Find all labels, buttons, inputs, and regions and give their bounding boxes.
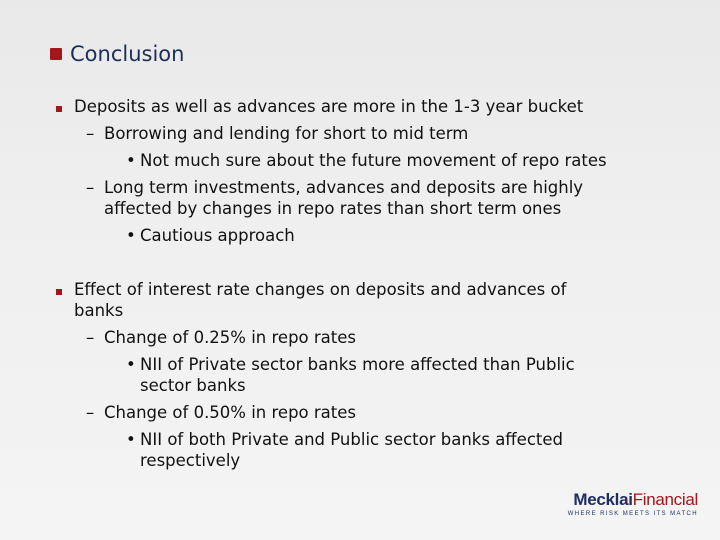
dot-marker: • — [126, 226, 136, 245]
slide-title-row — [50, 42, 184, 66]
sub-bullet-text-line1: Long term investments, advances and deposits are highly — [104, 178, 584, 197]
logo-tagline: WHERE RISK MEETS ITS MATCH — [567, 511, 698, 517]
sub-bullet-continuation — [56, 198, 666, 219]
sub-sub-bullet-text-line1: NII of Private sector banks more affected than Public — [140, 355, 575, 374]
title-bullet-icon — [50, 48, 62, 60]
sub-sub-bullet-text-line1: NII of both Private and Public sector banks affected — [140, 430, 563, 449]
dot-marker: • — [126, 151, 136, 170]
square-bullet-icon — [56, 279, 62, 300]
sub-bullet-item — [56, 402, 666, 423]
sub-sub-bullet-text: Not much sure about the future movement of repo rates — [140, 151, 607, 170]
sub-sub-bullet-item — [56, 429, 666, 450]
sub-sub-bullet-item — [56, 354, 666, 375]
sub-bullet-item — [56, 123, 666, 144]
dash-marker: – — [86, 178, 95, 197]
square-bullet-icon — [56, 96, 62, 117]
bullet-text-line2: banks — [74, 301, 124, 320]
company-logo — [568, 490, 698, 517]
bullet-text: Deposits as well as advances are more in the 1-3 year bucket — [74, 97, 584, 116]
sub-sub-bullet-item — [56, 225, 666, 246]
sub-bullet-text-line2: affected by changes in repo rates than short term ones — [104, 199, 562, 218]
bullet-text-line1: Effect of interest rate changes on deposits and advances of — [74, 280, 567, 299]
logo-wordmark — [568, 490, 698, 510]
dot-marker: • — [126, 430, 136, 449]
slide-content — [56, 96, 666, 471]
dash-marker: – — [86, 403, 95, 422]
logo-secondary: Financial — [632, 490, 698, 509]
sub-sub-bullet-text-line2: respectively — [140, 451, 241, 470]
bullet-item — [56, 96, 666, 117]
sub-sub-bullet-item — [56, 150, 666, 171]
sub-bullet-item — [56, 177, 666, 198]
logo-primary: Mecklai — [573, 490, 633, 509]
sub-bullet-item — [56, 327, 666, 348]
sub-sub-bullet-continuation — [56, 375, 666, 396]
sub-bullet-text: Change of 0.25% in repo rates — [104, 328, 357, 347]
bullet-item — [56, 279, 666, 300]
dot-marker: • — [126, 355, 136, 374]
bullet-continuation — [56, 300, 666, 321]
sub-sub-bullet-text: Cautious approach — [140, 226, 295, 245]
sub-sub-bullet-continuation — [56, 450, 666, 471]
sub-sub-bullet-text-line2: sector banks — [140, 376, 246, 395]
dash-marker: – — [86, 328, 95, 347]
slide-title: Conclusion — [70, 42, 185, 66]
sub-bullet-text: Borrowing and lending for short to mid term — [104, 124, 469, 143]
sub-bullet-text: Change of 0.50% in repo rates — [104, 403, 357, 422]
dash-marker: – — [86, 124, 95, 143]
